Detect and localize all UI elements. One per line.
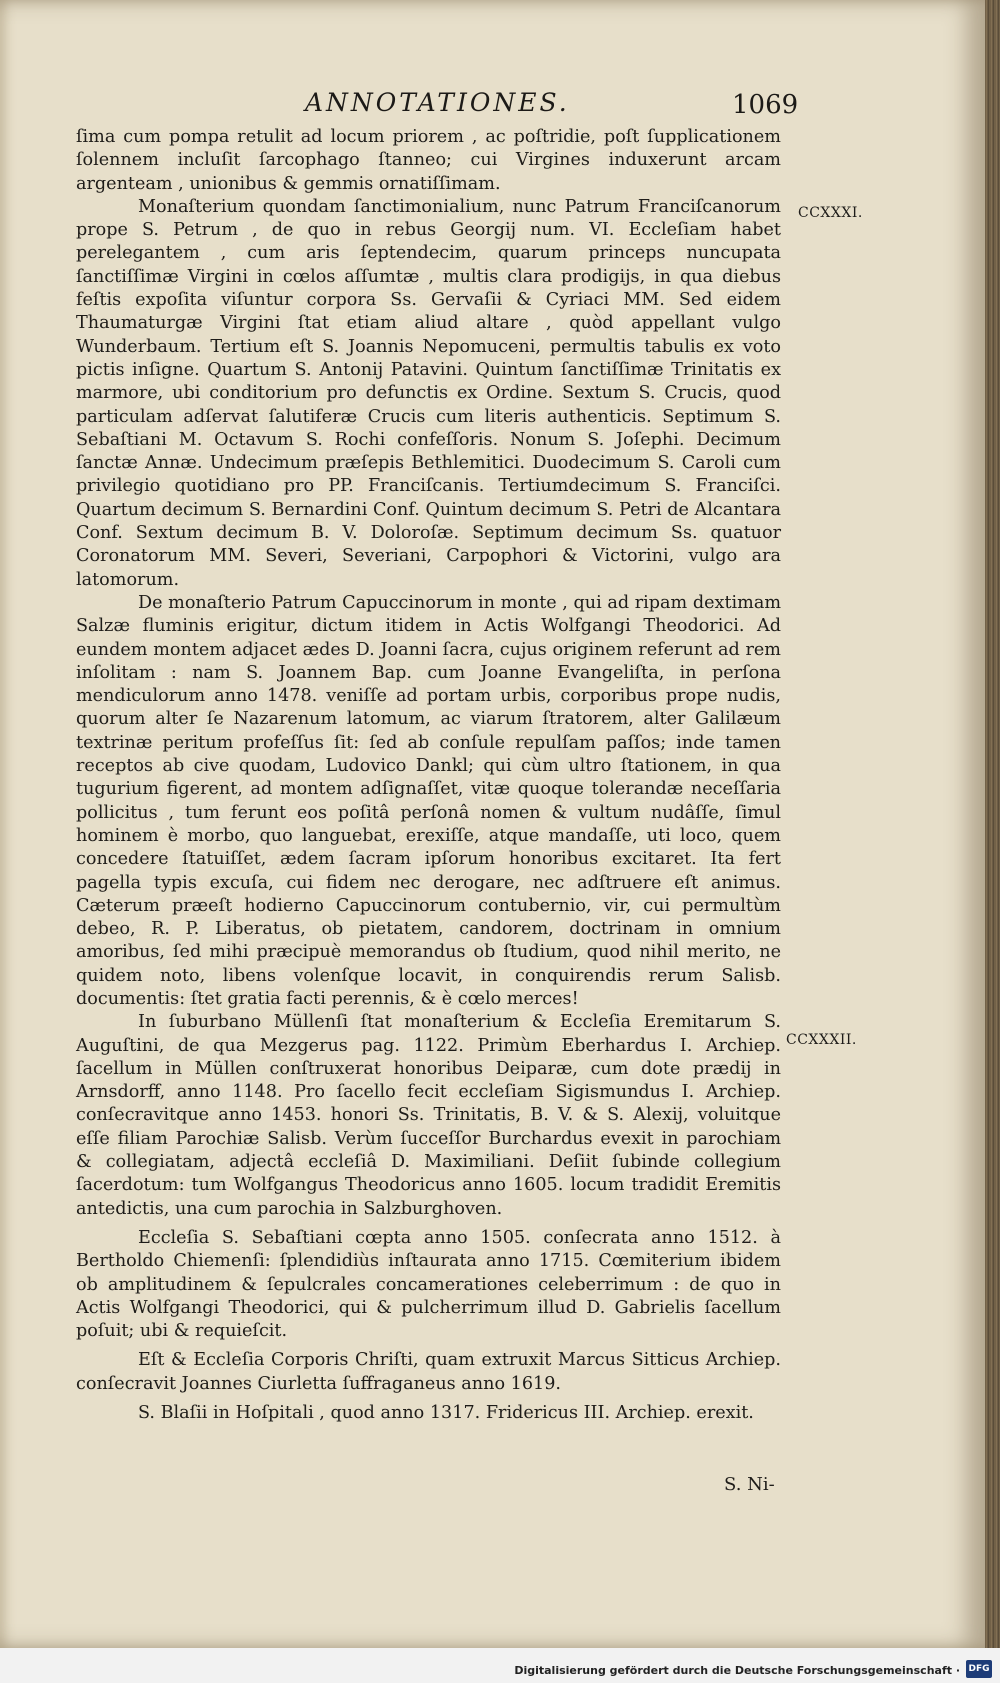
paragraph-st-blasius: S. Blaſii in Hoſpitali , quod anno 1317. Fridericus III. Archiep. erexit.	[138, 1403, 754, 1424]
page-edge	[985, 0, 1000, 1650]
margin-note-ccxxxii: CCXXXII.	[786, 1032, 857, 1048]
paragraph-continuation: ſima cum pompa retulit ad locum priorem , ac poſtridie, poſt ſupplicationem ſolennem incluſit ſarcophago ſtanneo; cui Virgines induxerunt arcam argenteam , unionibus & gemmis ornatiſſimam.	[76, 127, 781, 194]
running-title: ANNOTATIONES.	[305, 88, 570, 117]
paragraph-st-sebastian: Eccleſia S. Sebaſtiani cœpta anno 1505. conſecrata anno 1512. à Bertholdo Chiemenſi: ſplendidiùs inſtaurata anno 1715. Cœmiterium ibidem ob amplitudinem & ſepulcrales concamerationes celeberrimum : de quo in Actis Wolfgangi Theodorici, qui & pulcherrimum illud D. Gabrielis ſacellum poſuit; ubi & requieſcit.	[76, 1227, 781, 1342]
dfg-logo-icon: DFG	[966, 1660, 992, 1678]
paragraph-franciscan-monastery: Monaſterium quondam ſanctimonialium, nunc Patrum Franciſcanorum prope S. Petrum , de quo in rebus Georgij num. VI. Eccleſiam habet perelegantem , cum aris ſeptendecim, quarum princeps nuncupata ſanctiſſimæ Virgini in cœlos aſſumtæ , multis clara prodigijs, in qua diebus feſtis expoſita viſuntur corpora Ss. Gervaſii & Cyriaci MM. Sed eidem Thaumaturgæ Virgini ſtat etiam aliud altare , quòd appellant vulgo Wunderbaum. Tertium eſt S. Joannis Nepomuceni, permultis tabulis ex voto pictis inſigne. Quartum S. Antonij Patavini. Quintum ſanctiſſimæ Trinitatis ex marmore, ubi conditorium pro defunctis ex Ordine. Sextum S. Crucis, quod particulam adſervat ſalutiferæ Crucis cum literis authenticis. Septimum S. Sebaſtiani M. Octavum S. Rochi confeſſoris. Nonum S. Joſephi. Decimum ſanctæ Annæ. Undecimum præſepis Bethlemitici. Duodecimum S. Caroli cum privilegio quotidiano pro PP. Franciſcanis. Tertiumdecimum S. Franciſci. Quartum decimum S. Bernardini Conf. Quintum decimum S. Petri de Alcantara Conf. Sextum decimum B. V. Doloroſæ. Septimum decimum Ss. quatuor Coronatorum MM. Severi, Severiani, Carpophori & Victorini, vulgo ara latomorum.	[76, 196, 781, 590]
catchword: S. Ni-	[724, 1474, 775, 1495]
margin-note-ccxxxi: CCXXXI.	[798, 205, 863, 221]
page-number: 1069	[732, 90, 799, 120]
paragraph-capuchin-monastery: De monaſterio Patrum Capuccinorum in monte , qui ad ripam dextimam Salzæ fluminis erigitur, dictum itidem in Actis Wolfgangi Theodorici. Ad eundem montem adjacet ædes D. Joanni ſacra, cujus originem referunt ad rem inſolitam : nam S. Joannem Bap. cum Joanne Evangeliſta, in perſona mendiculorum anno 1478. veniſſe ad portam urbis, corporibus prope nudis, quorum alter ſe Nazarenum latomum, ac viarum ſtratorem, alter Galilæum textrinæ peritum profeſſus ſit: ſed ab conſule repulſam paſſos; inde tamen receptos ab cive quodam, Ludovico Dankl; qui cùm ultro ſtationem, in qua tugurium figerent, ad montem adſignaſſet, vitæ quoque tolerandæ neceſſaria pollicitus , tum ferunt eos poſitâ perſonâ nomen & vultum nudâſſe, ſimul hominem è morbo, quo languebat, erexiſſe, atque mandaſſe, uti loco, quem concedere ſtatuiſſet, ædem ſacram ipſorum honoribus excitaret. Ita fert pagella typis excuſa, cui fidem nec derogare, nec adſtruere eſt animus. Cæterum præeſt hodierno Capuccinorum contubernio, vir, cui permultùm debeo, R. P. Liberatus, ob pietatem, candorem, doctrinam in omnium amoribus, ſed mihi præcipuè memorandus ob ſtudium, quod nihil merito, ne quidem noto, libens volenſque locavit, in conquirendis rerum Salisb. documentis: ſtet gratia facti perennis, & è cœlo merces!	[76, 592, 781, 1009]
body-text	[76, 126, 781, 1425]
paragraph-muellen-monastery: In ſuburbano Müllenſi ſtat monaſterium & Eccleſia Eremitarum S. Auguſtini, de qua Mezgerus pag. 1122. Primùm Eberhardus I. Archiep. ſacellum in Müllen conſtruxerat honoribus Deiparæ, cum dote prædij in Arnsdorff, anno 1148. Pro ſacello fecit eccleſiam Sigismundus I. Archiep. conſecravitque anno 1453. honori Ss. Trinitatis, B. V. & S. Alexij, voluitque eſſe filiam Parochiæ Salisb. Verùm ſucceſſor Burchardus evexit in parochiam & collegiatam, adjectâ eccleſiâ D. Maximiliani. Deſiit ſubinde collegium ſacerdotum: tum Wolfgangus Theodoricus anno 1605. locum tradidit Eremitis antedictis, una cum parochia in Salzburghoven.	[76, 1012, 781, 1219]
funding-credit: Digitalisierung gefördert durch die Deutsche Forschungsgemeinschaft ·	[514, 1664, 960, 1677]
paragraph-corpus-christi: Eſt & Eccleſia Corporis Chriſti, quam extruxit Marcus Sitticus Archiep. conſecravit Joannes Ciurletta ſuffraganeus anno 1619.	[76, 1350, 781, 1394]
